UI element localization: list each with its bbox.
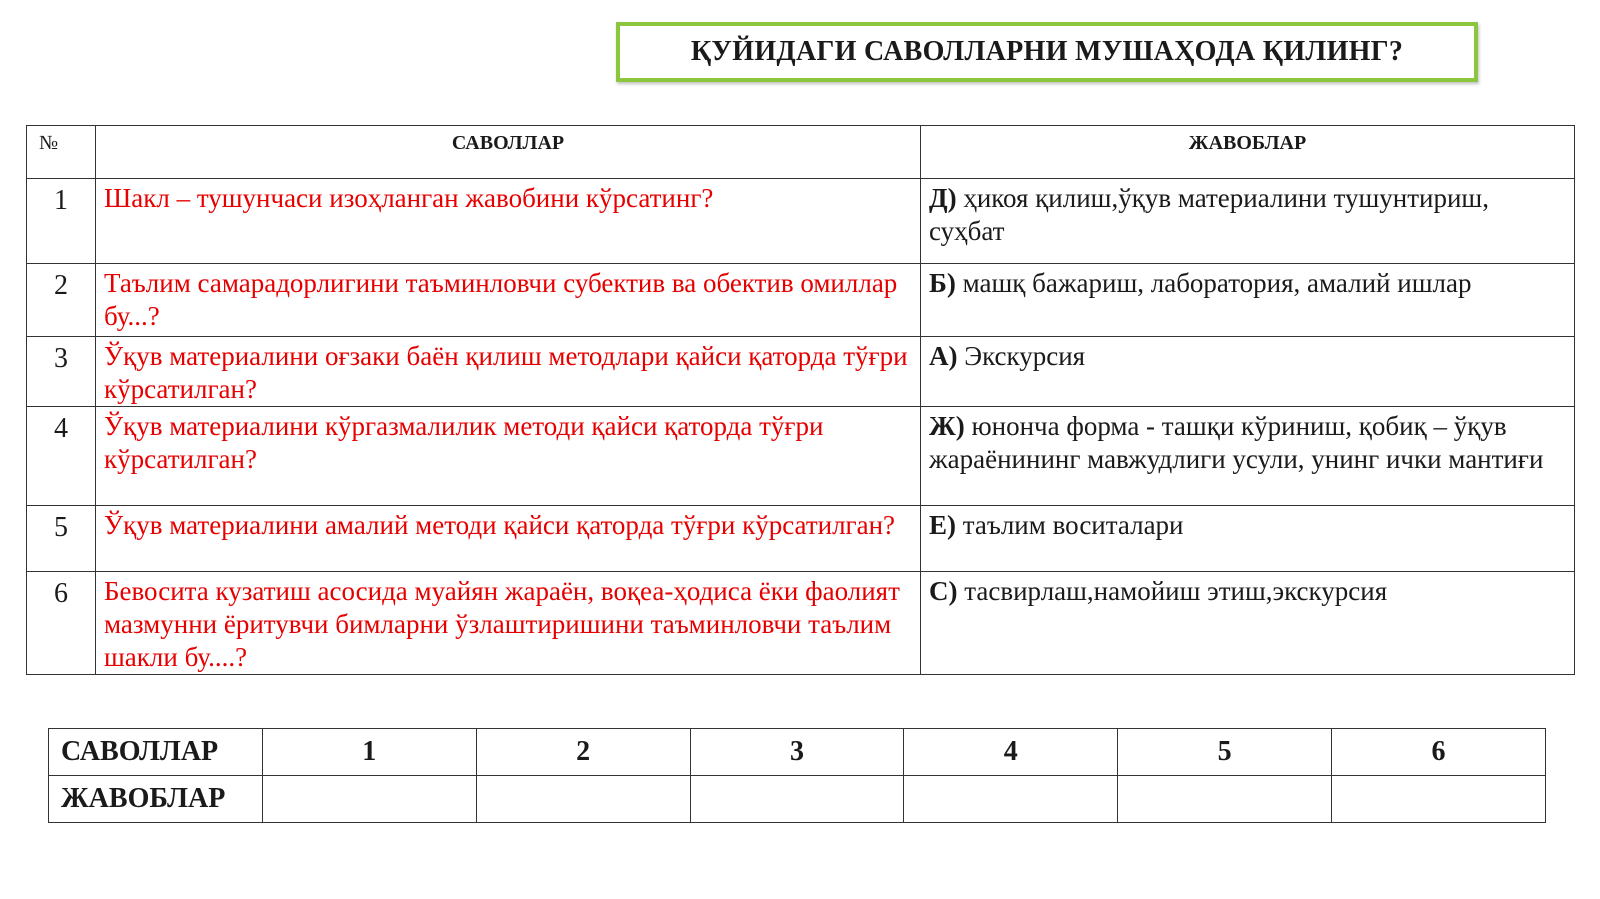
answer-cell-empty[interactable] bbox=[904, 776, 1118, 823]
answer-grid-column: 2 bbox=[476, 729, 690, 776]
answer-grid-answers-row bbox=[49, 776, 1546, 823]
answer-cell-empty[interactable] bbox=[690, 776, 904, 823]
row-number: 1 bbox=[27, 179, 96, 264]
answer-grid-answers-label: ЖАВОБЛАР bbox=[49, 776, 263, 823]
number-header: № bbox=[27, 126, 96, 179]
answer-cell-empty[interactable] bbox=[476, 776, 690, 823]
table-row bbox=[27, 264, 1575, 337]
answer-cell bbox=[921, 179, 1575, 264]
question-text: Ўқув материалини кўргазмалилик методи қайси қаторда тўғри кўрсатилган? bbox=[96, 407, 921, 506]
questions-header: САВОЛЛАР bbox=[96, 126, 921, 179]
answer-grid-questions-row bbox=[49, 729, 1546, 776]
answer-grid-column: 6 bbox=[1332, 729, 1546, 776]
answer-cell-empty[interactable] bbox=[1118, 776, 1332, 823]
answer-text: машқ бажариш, лаборатория, амалий ишлар bbox=[955, 268, 1472, 298]
answer-key: Д) bbox=[929, 183, 957, 213]
answer-key: Б) bbox=[929, 268, 956, 298]
table-row bbox=[27, 506, 1575, 572]
answer-grid bbox=[48, 728, 1546, 823]
answer-grid-column: 3 bbox=[690, 729, 904, 776]
questions-table bbox=[26, 125, 1575, 675]
answer-text: юнонча форма - ташқи кўриниш, қобиқ – ўқув жараёнининг мавжудлиги усули, унинг ички мантиғи bbox=[929, 411, 1544, 474]
table-row bbox=[27, 179, 1575, 264]
row-number: 6 bbox=[27, 572, 96, 675]
answer-text: таълим воситалари bbox=[956, 510, 1184, 540]
answer-cell-empty[interactable] bbox=[262, 776, 476, 823]
row-number: 5 bbox=[27, 506, 96, 572]
answer-text: Экскурсия bbox=[957, 341, 1086, 371]
header-row bbox=[27, 126, 1575, 179]
answer-grid-questions-label: САВОЛЛАР bbox=[49, 729, 263, 776]
answer-cell bbox=[921, 337, 1575, 407]
table-row bbox=[27, 337, 1575, 407]
question-text: Ўқув материалини амалий методи қайси қаторда тўғри кўрсатилган? bbox=[96, 506, 921, 572]
row-number: 4 bbox=[27, 407, 96, 506]
page-title: ҚУЙИДАГИ САВОЛЛАРНИ МУШАҲОДА ҚИЛИНГ? bbox=[616, 22, 1478, 82]
question-text: Таълим самарадорлигини таъминловчи субектив ва обектив омиллар бу...? bbox=[96, 264, 921, 337]
answer-grid-column: 5 bbox=[1118, 729, 1332, 776]
question-text: Бевосита кузатиш асосида муайян жараён, воқеа-ҳодиса ёки фаолият мазмунни ёритувчи бимларни ўзлаштиришини таъминловчи таълим шакли бу....? bbox=[96, 572, 921, 675]
question-text: Ўқув материалини оғзаки баён қилиш методлари қайси қаторда тўғри кўрсатилган? bbox=[96, 337, 921, 407]
table-row bbox=[27, 407, 1575, 506]
question-text: Шакл – тушунчаси изоҳланган жавобини кўрсатинг? bbox=[96, 179, 921, 264]
answer-cell bbox=[921, 264, 1575, 337]
answer-cell-empty[interactable] bbox=[1332, 776, 1546, 823]
answer-cell bbox=[921, 407, 1575, 506]
answer-grid-column: 1 bbox=[262, 729, 476, 776]
table-row bbox=[27, 572, 1575, 675]
answer-key: Ж) bbox=[929, 411, 965, 441]
row-number: 2 bbox=[27, 264, 96, 337]
answer-cell bbox=[921, 506, 1575, 572]
row-number: 3 bbox=[27, 337, 96, 407]
answers-header: ЖАВОБЛАР bbox=[921, 126, 1575, 179]
answer-grid-column: 4 bbox=[904, 729, 1118, 776]
answer-text: ҳикоя қилиш,ўқув материалини тушунтириш, суҳбат bbox=[929, 183, 1489, 246]
answer-text: тасвирлаш,намойиш этиш,экскурсия bbox=[957, 576, 1388, 606]
answer-key: Е) bbox=[929, 510, 956, 540]
answer-key: А) bbox=[929, 341, 958, 371]
answer-cell bbox=[921, 572, 1575, 675]
answer-key: С) bbox=[929, 576, 958, 606]
